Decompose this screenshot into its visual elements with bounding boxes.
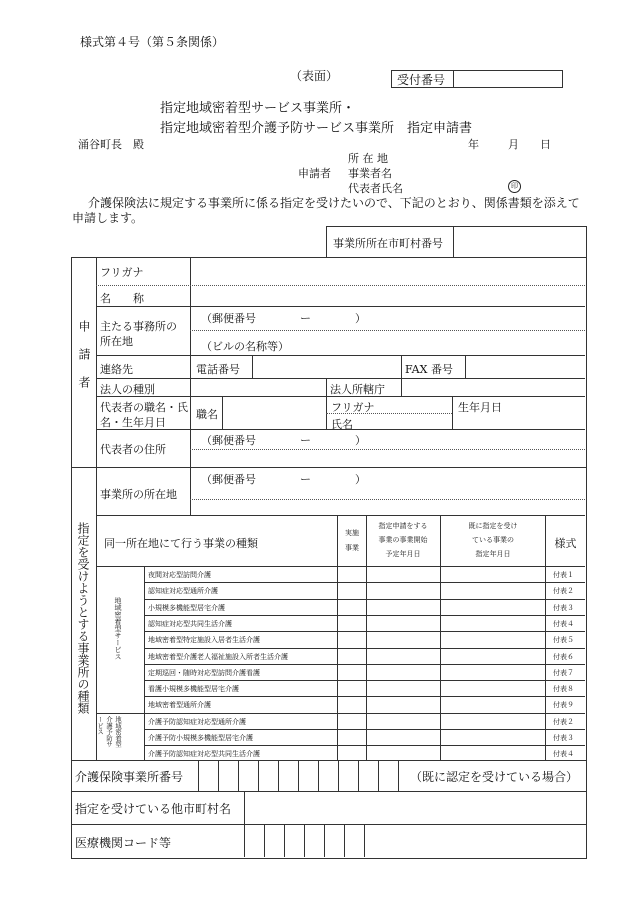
group1-label: 地域密着型サービス (114, 597, 122, 660)
start-date-field[interactable] (368, 697, 439, 711)
business-side-label: 指定を受けようとする事業所の種類 (76, 522, 90, 714)
insurance-digit-box[interactable] (259, 761, 277, 790)
municipality-number-label: 事業所所在市町村番号 (333, 237, 443, 250)
rep-label-1: 代表者の職名・氏 (100, 401, 188, 414)
insurance-digit-box[interactable] (219, 761, 237, 790)
implemented-checkbox[interactable] (339, 600, 365, 614)
intro-text-2: 申請します。 (72, 211, 144, 225)
insurance-note: （既に認定を受けている場合） (410, 770, 579, 784)
insurance-digit-box[interactable] (359, 761, 377, 790)
implemented-checkbox[interactable] (339, 649, 365, 663)
start-date-field[interactable] (368, 600, 439, 614)
furigana-label: フリガナ (100, 266, 144, 279)
header-start-1: 指定申請をする (378, 522, 428, 530)
insurance-digit-box[interactable] (239, 761, 257, 790)
title-line-2: 指定地域密着型介護予防サービス事業所 指定申請書 (160, 121, 473, 136)
business-location-postal: （郵便番号 ー ） (201, 473, 366, 486)
seal-mark: 印 (508, 180, 521, 193)
header-already-3: 指定年月日 (475, 550, 511, 558)
municipality-number-field[interactable] (455, 227, 584, 256)
rep-name-label: 氏名 (331, 418, 353, 431)
implemented-checkbox[interactable] (339, 567, 365, 581)
main-office-label-1: 主たる事務所の (100, 320, 177, 333)
group2-label-c: ービス (96, 716, 103, 735)
corp-type-label: 法人の種別 (100, 383, 155, 396)
service-name: 介護予防認知症対応型通所介護 (148, 717, 246, 726)
birthdate-label: 生年月日 (458, 401, 502, 414)
medical-code-digit-box[interactable] (365, 825, 383, 856)
implemented-checkbox[interactable] (339, 616, 365, 630)
start-date-field[interactable] (368, 746, 439, 760)
insurance-digit-box[interactable] (279, 761, 297, 790)
phone-label: 電話番号 (196, 363, 240, 376)
start-date-field[interactable] (368, 714, 439, 728)
form-ref: 付表２ (553, 587, 574, 596)
applicant-side-label: 申請者 (77, 320, 91, 404)
start-date-field[interactable] (368, 632, 439, 646)
form-ref: 付表４ (553, 750, 574, 759)
form-ref: 付表７ (553, 668, 574, 677)
header-already-1: 既に指定を受け (468, 522, 518, 530)
rep-address-field[interactable] (192, 450, 582, 465)
form-number: 様式第４号（第５条関係） (80, 35, 225, 49)
medical-code-digit-box[interactable] (245, 825, 263, 856)
service-name: 地域密着型特定施設入居者生活介護 (148, 636, 260, 645)
side-label: （表面） (290, 69, 339, 83)
title-line-1: 指定地域密着型サービス事業所・ (160, 101, 356, 116)
address-label: 所 在 地 (348, 152, 388, 165)
service-name: 夜間対応型訪問介護 (148, 571, 211, 579)
implemented-checkbox[interactable] (339, 632, 365, 646)
designated-date-field[interactable] (442, 730, 544, 744)
header-start-2: 事業の事業開始 (378, 536, 428, 544)
implemented-checkbox[interactable] (339, 697, 365, 711)
date-day: 日 (540, 138, 551, 151)
rep-label-2: 名・生年月日 (100, 416, 166, 429)
receipt-number-field[interactable] (455, 71, 560, 86)
start-date-field[interactable] (368, 649, 439, 663)
medical-code-digit-box[interactable] (345, 825, 363, 856)
contact-label: 連絡先 (100, 363, 133, 376)
header-implemented-2: 事業 (345, 544, 359, 552)
header-already-2: ている事業の (472, 536, 514, 544)
fax-field[interactable] (467, 356, 584, 377)
date-year: 年 (468, 138, 479, 151)
header-service-type: 同一所在地にて行う事業の種類 (104, 537, 258, 550)
position-label: 職名 (196, 408, 218, 421)
corp-type-field[interactable] (192, 379, 325, 395)
receipt-label: 受付番号 (397, 73, 446, 87)
service-name: 地域密着型介護老人福祉施設入所者生活介護 (148, 652, 288, 661)
medical-code-digit-box[interactable] (325, 825, 343, 856)
start-date-field[interactable] (368, 665, 439, 679)
group2-label-b: 介護予防サ (105, 716, 112, 748)
business-location-label: 事業所の所在地 (100, 488, 177, 501)
form-ref: 付表６ (553, 652, 574, 661)
business-name-label: 事業者名 (348, 167, 392, 180)
name-field[interactable] (192, 287, 582, 305)
designated-date-field[interactable] (442, 681, 544, 695)
service-name: 地域密着型通所介護 (148, 701, 211, 710)
designated-date-field[interactable] (442, 632, 544, 646)
implemented-checkbox[interactable] (339, 583, 365, 597)
phone-field[interactable] (254, 356, 400, 377)
designated-date-field[interactable] (442, 714, 544, 728)
fax-label: FAX 番号 (405, 363, 453, 376)
rep-address-postal: （郵便番号 ー ） (201, 434, 366, 447)
designated-date-field[interactable] (442, 600, 544, 614)
medical-code-digit-box[interactable] (285, 825, 303, 856)
applicant-label: 申請者 (298, 167, 331, 180)
medical-code-label: 医療機関コード等 (75, 836, 172, 850)
form-ref: 付表５ (553, 636, 574, 645)
insurance-digit-box[interactable] (319, 761, 337, 790)
rep-address-label: 代表者の住所 (100, 443, 166, 456)
corp-office-label: 法人所轄庁 (330, 383, 385, 396)
service-name: 認知症対応型共同生活介護 (148, 619, 232, 628)
corp-office-field[interactable] (403, 379, 584, 395)
date-month: 月 (508, 138, 519, 151)
service-name: 小規模多機能型居宅介護 (148, 603, 225, 612)
medical-code-digit-box[interactable] (265, 825, 283, 856)
main-office-postal: （郵便番号 ー ） (201, 312, 366, 325)
form-ref: 付表２ (553, 717, 574, 726)
designated-date-field[interactable] (442, 616, 544, 630)
form-ref: 付表９ (553, 701, 574, 710)
form-ref: 付表８ (553, 685, 574, 694)
other-municipality-label: 指定を受けている他市町村名 (75, 802, 232, 816)
designated-date-field[interactable] (442, 583, 544, 597)
designated-date-field[interactable] (442, 567, 544, 581)
form-ref: 付表３ (553, 734, 574, 742)
form-ref: 付表１ (553, 571, 574, 579)
service-name: 介護予防認知症対応型共同生活介護 (148, 750, 260, 759)
service-name: 介護予防小規模多機能型居宅介護 (148, 734, 253, 742)
main-office-building: （ビルの名称等） (201, 340, 289, 353)
service-name: 看護小規模多機能型居宅介護 (148, 685, 239, 694)
implemented-checkbox[interactable] (339, 746, 365, 760)
implemented-checkbox[interactable] (339, 681, 365, 695)
header-form: 様式 (554, 537, 577, 550)
start-date-field[interactable] (368, 616, 439, 630)
designated-date-field[interactable] (442, 665, 544, 679)
start-date-field[interactable] (368, 567, 439, 581)
implemented-checkbox[interactable] (339, 665, 365, 679)
form-ref: 付表３ (553, 603, 574, 612)
service-name: 認知症対応型通所介護 (148, 587, 218, 596)
start-date-field[interactable] (368, 730, 439, 744)
form-ref: 付表４ (553, 619, 574, 628)
insurance-digit-box[interactable] (199, 761, 217, 790)
name-label: 名 称 (100, 292, 144, 305)
medical-code-digit-box[interactable] (305, 825, 323, 856)
implemented-checkbox[interactable] (339, 714, 365, 728)
position-field[interactable] (224, 397, 325, 428)
designated-date-field[interactable] (442, 746, 544, 760)
header-start-3: 予定年月日 (385, 550, 421, 558)
start-date-field[interactable] (368, 583, 439, 597)
main-office-label-2: 所在地 (100, 335, 133, 348)
service-name: 定期巡回・随時対応型訪問介護看護 (148, 668, 260, 677)
business-location-field[interactable] (192, 500, 582, 514)
rep-furigana-label: フリガナ (331, 401, 375, 414)
designated-date-field[interactable] (442, 649, 544, 663)
furigana-field[interactable] (192, 258, 582, 284)
implemented-checkbox[interactable] (339, 730, 365, 744)
insurance-digit-box[interactable] (379, 761, 397, 790)
intro-text-1: 介護保険法に規定する事業所に係る指定を受けたいので、下記のとおり、関係書類を添えて (88, 196, 580, 210)
header-implemented-1: 実施 (345, 529, 359, 537)
insurance-number-label: 介護保険事業所番号 (75, 770, 184, 784)
other-municipality-field[interactable] (246, 792, 584, 823)
designated-date-field[interactable] (442, 697, 544, 711)
representative-label: 代表者氏名 (348, 182, 403, 195)
insurance-digit-box[interactable] (299, 761, 317, 790)
insurance-digit-box[interactable] (339, 761, 357, 790)
start-date-field[interactable] (368, 681, 439, 695)
addressee: 涌谷町長 殿 (78, 138, 144, 151)
group2-label-a: 地域密着型 (114, 716, 121, 748)
